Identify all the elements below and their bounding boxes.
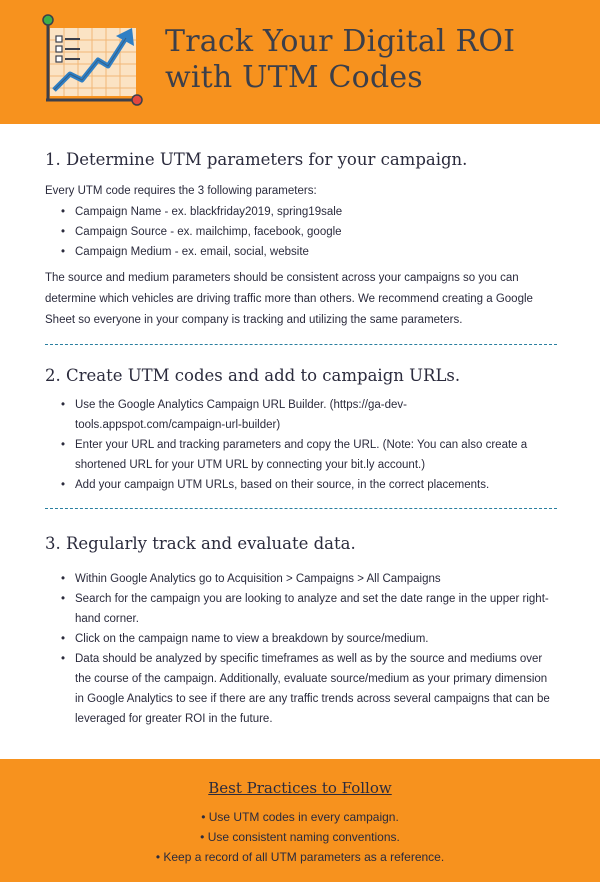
list-item: • Data should be analyzed by specific timeframes as well as by the source and mediums over the course of the campaign. Additionally, evaluate source/medium as your primary dimension in Google Analytics to see if there are any traffic trends across several campaigns that can be leveraged for greater ROI in the future. <box>75 649 557 729</box>
parameters-list <box>75 202 557 262</box>
list-item: • Campaign Medium - ex. email, social, website <box>75 242 557 262</box>
title-line-2: with UTM Codes <box>165 60 423 95</box>
track-evaluate-list <box>75 569 557 729</box>
list-item: • Campaign Source - ex. mailchimp, facebook, google <box>75 222 557 242</box>
section-divider <box>45 344 557 345</box>
list-item: • Use the Google Analytics Campaign URL Builder. (https://ga-dev-tools.appspot.com/campaign-url-builder) <box>75 395 557 435</box>
list-item: • Enter your URL and tracking parameters and copy the URL. (Note: You can also create a shortened URL for your UTM URL by connecting your bit.ly account.) <box>75 435 557 475</box>
list-item: • Use consistent naming conventions. <box>200 830 400 844</box>
best-practices-list <box>0 807 600 867</box>
list-item: • Keep a record of all UTM parameters as a reference. <box>155 850 445 864</box>
section-determine-parameters <box>45 150 557 331</box>
list-item: • Use UTM codes in every campaign. <box>201 810 399 824</box>
section-create-codes <box>45 366 557 495</box>
section-1-title: 1. Determine UTM parameters for your campaign. <box>45 150 468 169</box>
section-2-title: 2. Create UTM codes and add to campaign URLs. <box>45 366 461 385</box>
list-item: • Search for the campaign you are looking to analyze and set the date range in the upper right-hand corner. <box>75 589 557 629</box>
list-item: • Click on the campaign name to view a breakdown by source/medium. <box>75 629 557 649</box>
growth-chart-icon <box>40 10 146 110</box>
best-practices-banner <box>0 759 600 882</box>
page-title <box>165 24 585 96</box>
section-divider <box>45 508 557 509</box>
list-item: • Within Google Analytics go to Acquisition > Campaigns > All Campaigns <box>75 569 557 589</box>
best-practice-text: Use consistent naming conventions. <box>207 830 400 844</box>
section-track-evaluate <box>45 534 557 729</box>
list-item: • Add your campaign UTM URLs, based on their source, in the correct placements. <box>75 475 557 495</box>
best-practice-text: Use UTM codes in every campaign. <box>208 810 399 824</box>
header-banner <box>0 0 600 124</box>
best-practice-text: Keep a record of all UTM parameters as a reference. <box>163 850 445 864</box>
section-1-body: The source and medium parameters should be consistent across your campaigns so you can determine which vehicles are driving traffic more than others. We recommend creating a Google Sheet so everyone in your company is tracking and utilizing the same parameters. <box>45 272 533 326</box>
best-practices-title: Best Practices to Follow <box>208 779 392 797</box>
list-item: • Campaign Name - ex. blackfriday2019, spring19sale <box>75 202 557 222</box>
create-codes-list <box>75 395 557 495</box>
title-line-1: Track Your Digital ROI <box>165 24 516 59</box>
section-3-title: 3. Regularly track and evaluate data. <box>45 534 356 553</box>
section-1-intro: Every UTM code requires the 3 following parameters: <box>45 185 317 197</box>
